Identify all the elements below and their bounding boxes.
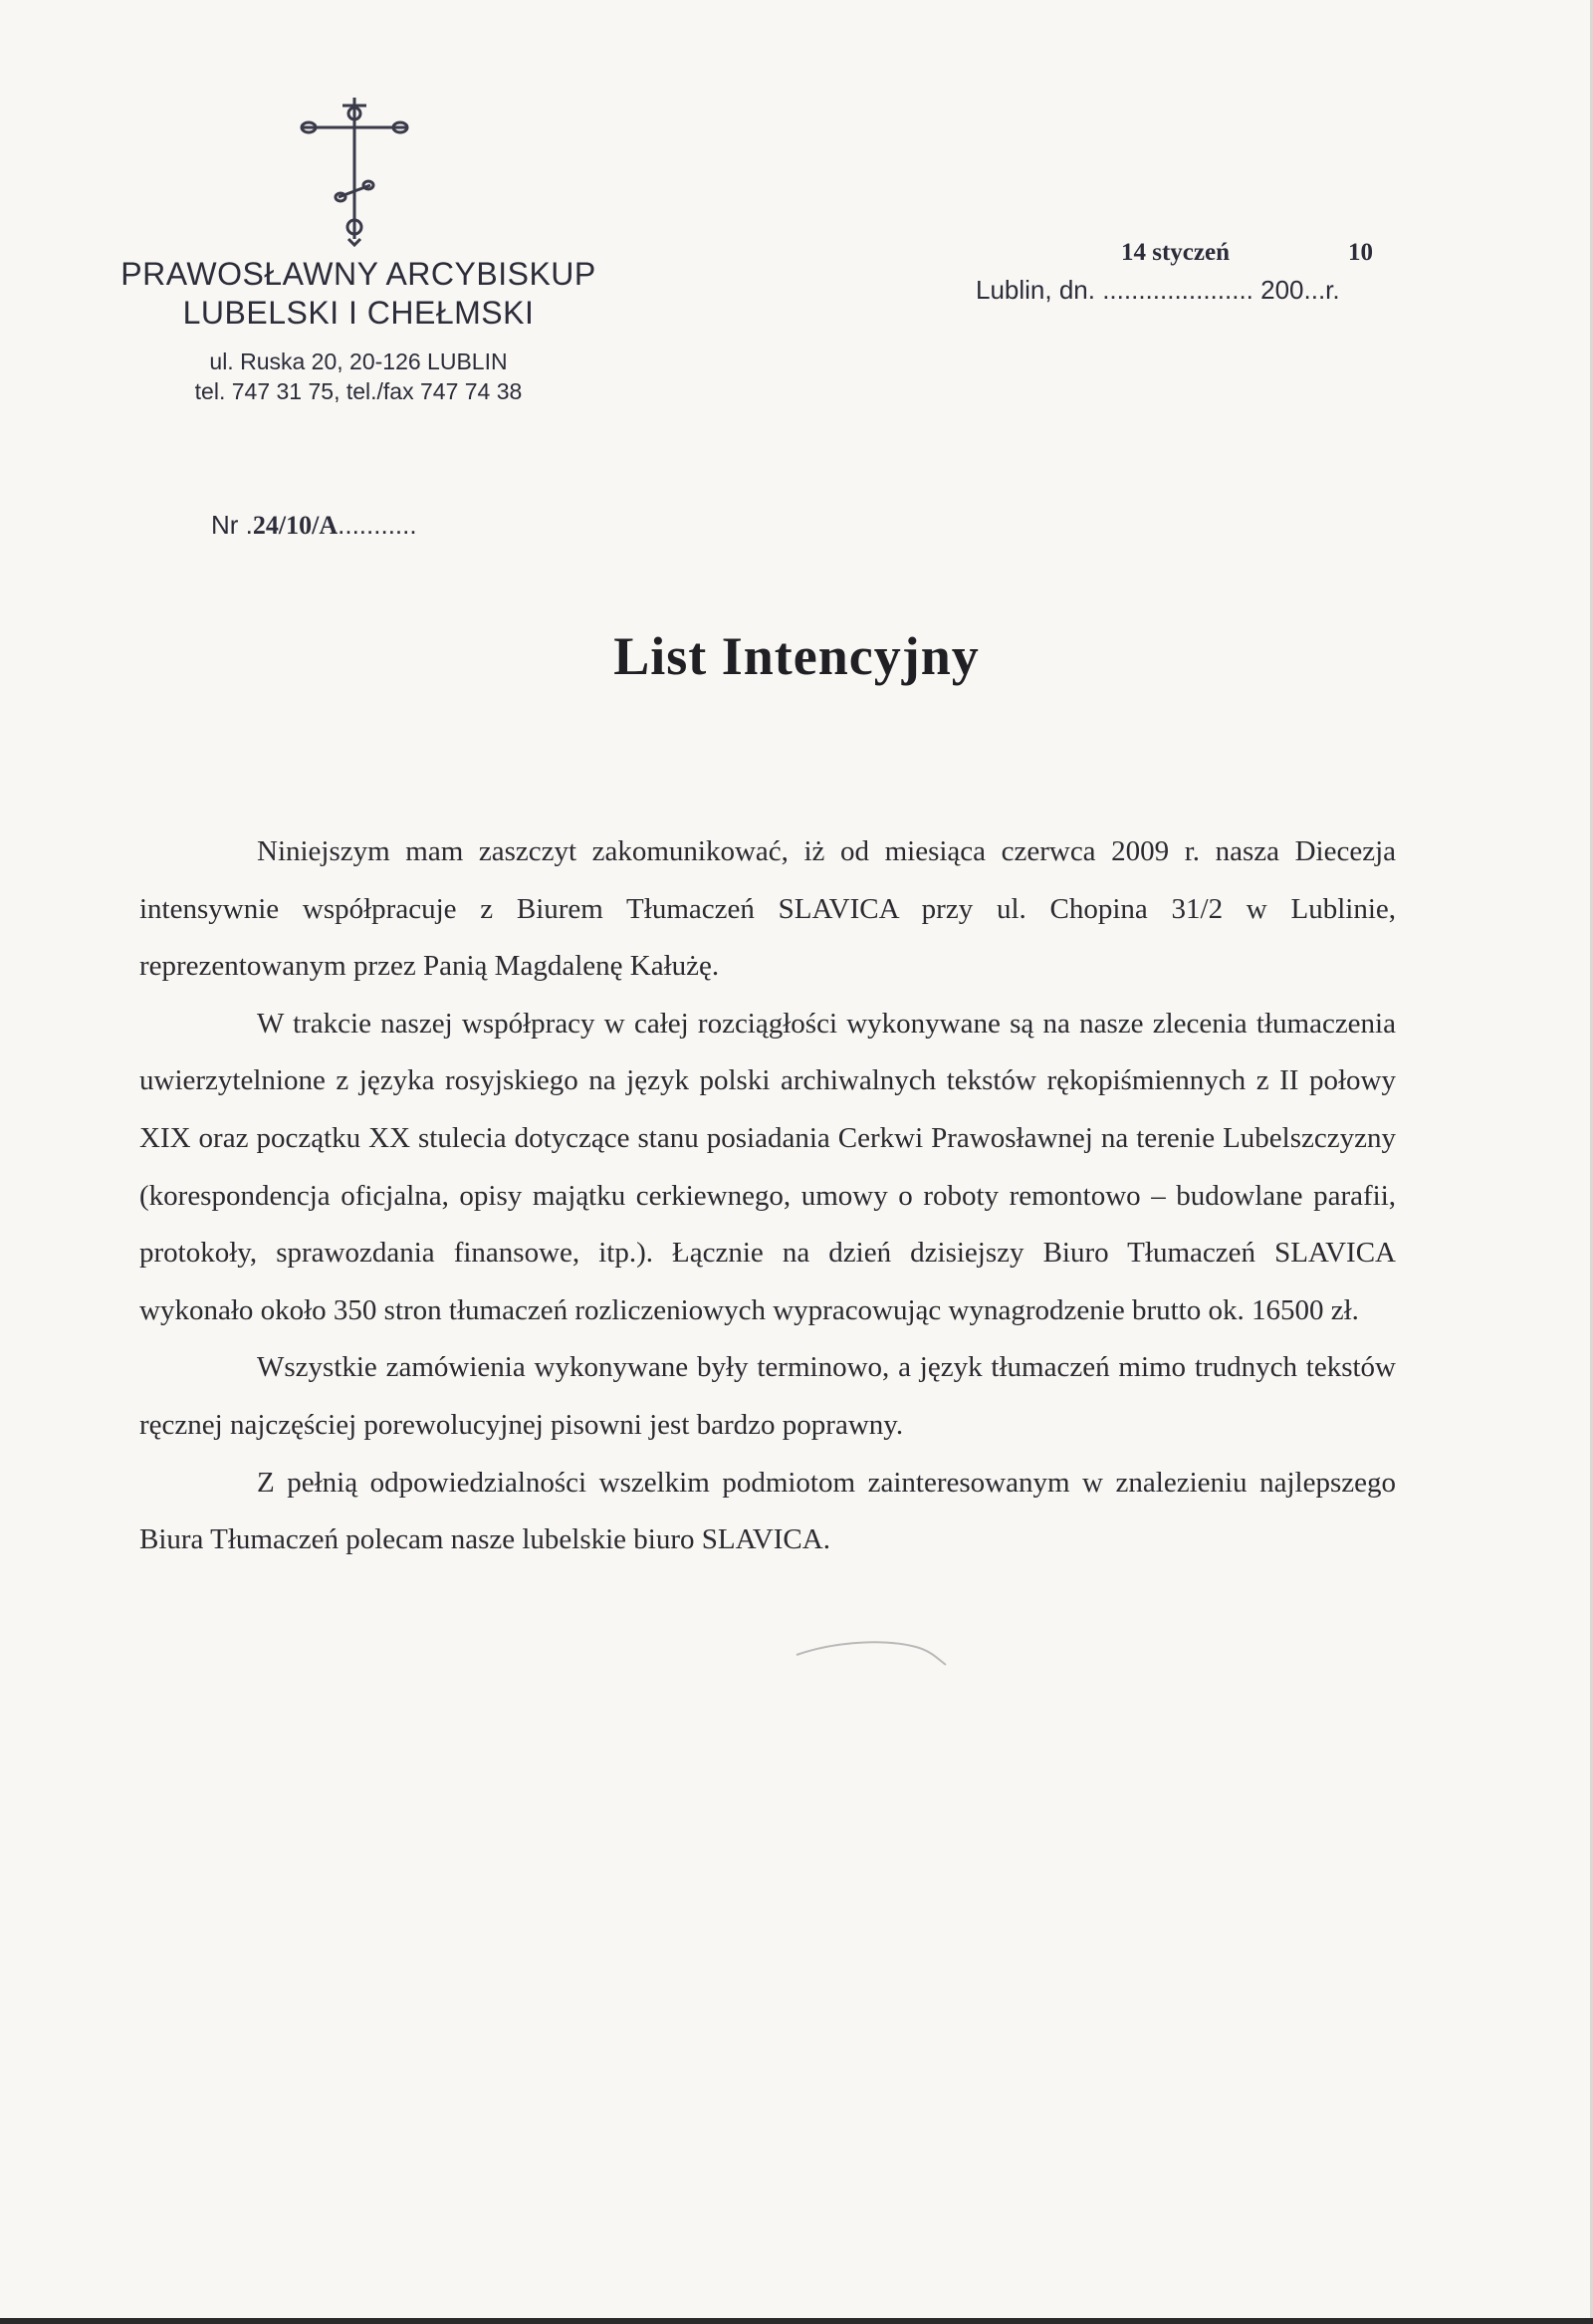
org-address: ul. Ruska 20, 20-126 LUBLIN (209, 349, 508, 374)
reference-number (211, 510, 417, 541)
paragraph: W trakcie naszej współpracy w całej rozciągłości wykonywane są na nasze zlecenia tłumaczenia uwierzytelnione z języka rosyjskiego na język polski archiwalnych tekstów rękopiśmiennych z II połowy XIX oraz początku XX stulecia dotyczące stanu posiadania Cerkwi Prawosławnej na terenie Lubelszczyzny (korespondencja oficjalna, opisy majątku cerkiewnego, umowy o roboty remontowo – budowlane parafii, protokoły, sprawozdania finansowe, itp.). Łącznie na dzień dzisiejszy Biuro Tłumaczeń SLAVICA wykonało około 350 stron tłumaczeń rozliczeniowych wypracowując wynagrodzenie brutto ok. 16500 zł. (139, 1007, 1396, 1326)
org-phone: tel. 747 31 75, tel./fax 747 74 38 (194, 378, 523, 404)
reference-label: Nr . (211, 510, 253, 540)
letterhead (80, 255, 637, 406)
scan-edge-bottom (0, 2318, 1593, 2324)
paragraph: Z pełnią odpowiedzialności wszelkim podmiotom zainteresowanym w znalezieniu najlepszego Biura Tłumaczeń polecam nasze lubelskie biuro SLAVICA. (139, 1466, 1396, 1556)
letter-title: List Intencyjny (613, 626, 980, 686)
org-name-line1: PRAWOSŁAWNY ARCYBISKUP (120, 256, 596, 292)
orthodox-cross-icon (295, 90, 414, 249)
paragraph: Wszystkie zamówienia wykonywane były terminowo, a język tłumaczeń mimo trudnych tekstów ręcznej najczęściej porewolucyjnej pisowni jest bardzo poprawny. (139, 1351, 1396, 1441)
date-year-suffix: 10 (1348, 239, 1373, 266)
letter-body (139, 823, 1396, 1569)
signature-stroke (787, 1633, 966, 1673)
paragraph: Niniejszym mam zaszczyt zakomunikować, iż od miesiąca czerwca 2009 r. nasza Diecezja intensywnie współpracuje z Biurem Tłumaczeń SLAVICA przy ul. Chopina 31/2 w Lublinie, reprezentowanym przez Panią Magdalenę Kałużę. (139, 835, 1396, 983)
org-name-line2: LUBELSKI I CHEŁMSKI (182, 295, 535, 331)
reference-value: 24/10/A (252, 511, 339, 540)
reference-dots: ........... (338, 510, 417, 540)
date-day-month: 14 styczeń (1121, 239, 1230, 266)
date-city-line: Lublin, dn. ..................... 200...r. (976, 275, 1340, 305)
date-block (976, 239, 1414, 309)
